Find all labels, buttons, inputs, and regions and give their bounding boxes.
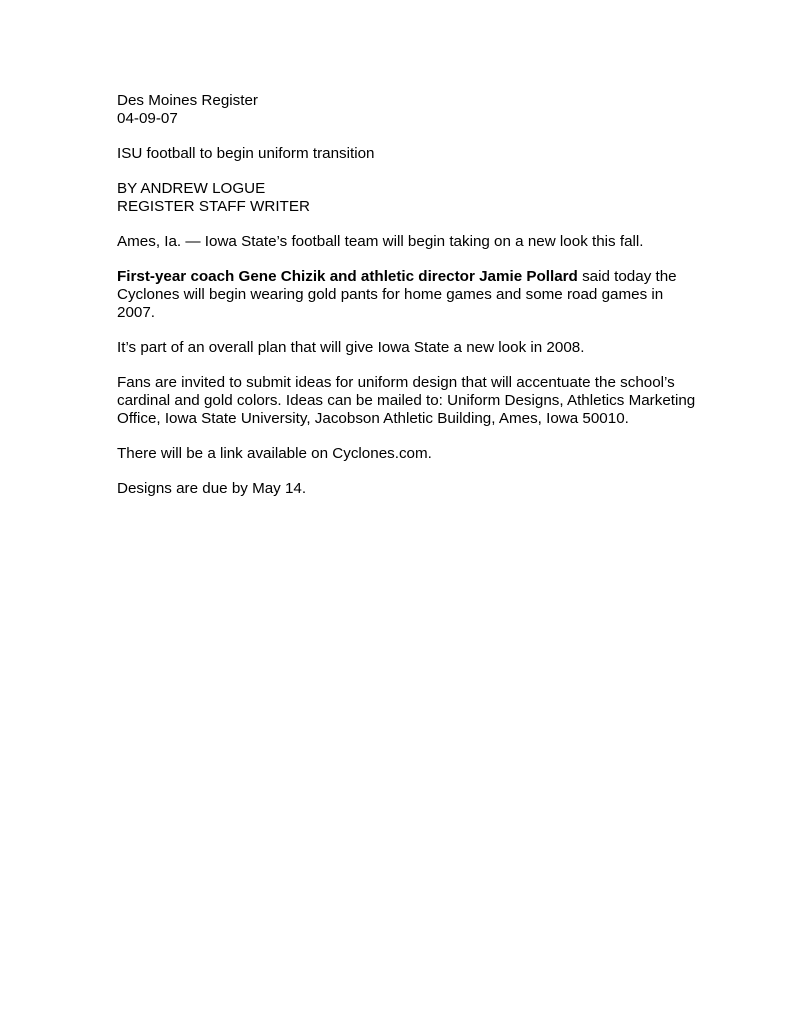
source-name: Des Moines Register [117,92,258,109]
paragraph-2-text: said today the Cyclones will begin wearing gold pants for home games and some road games in 2007. [117,268,677,321]
headline: ISU football to begin uniform transition [117,145,375,162]
paragraph-5: There will be a link available on Cyclones.com. [117,445,432,462]
paragraph-2 [117,268,697,322]
document-page [117,92,697,515]
paragraph-1: Ames, Ia. — Iowa State’s football team will begin taking on a new look this fall. [117,233,644,250]
paragraph-2-bold-lead: First-year coach Gene Chizik and athletic director Jamie Pollard [117,268,578,285]
paragraph-6: Designs are due by May 14. [117,480,307,497]
byline-role: REGISTER STAFF WRITER [117,198,310,215]
paragraph-4: Fans are invited to submit ideas for uniform design that will accentuate the school’s cardinal and gold colors. Ideas can be mailed to: Uniform Designs, Athletics Marketing Office, Iowa State University, Jacobson Athletic Building, Ames, Iowa 50010. [117,374,696,427]
byline [117,180,697,216]
paragraph-3: It’s part of an overall plan that will give Iowa State a new look in 2008. [117,339,585,356]
article-date: 04-09-07 [117,110,178,127]
byline-author: BY ANDREW LOGUE [117,180,266,197]
source-block [117,92,697,128]
